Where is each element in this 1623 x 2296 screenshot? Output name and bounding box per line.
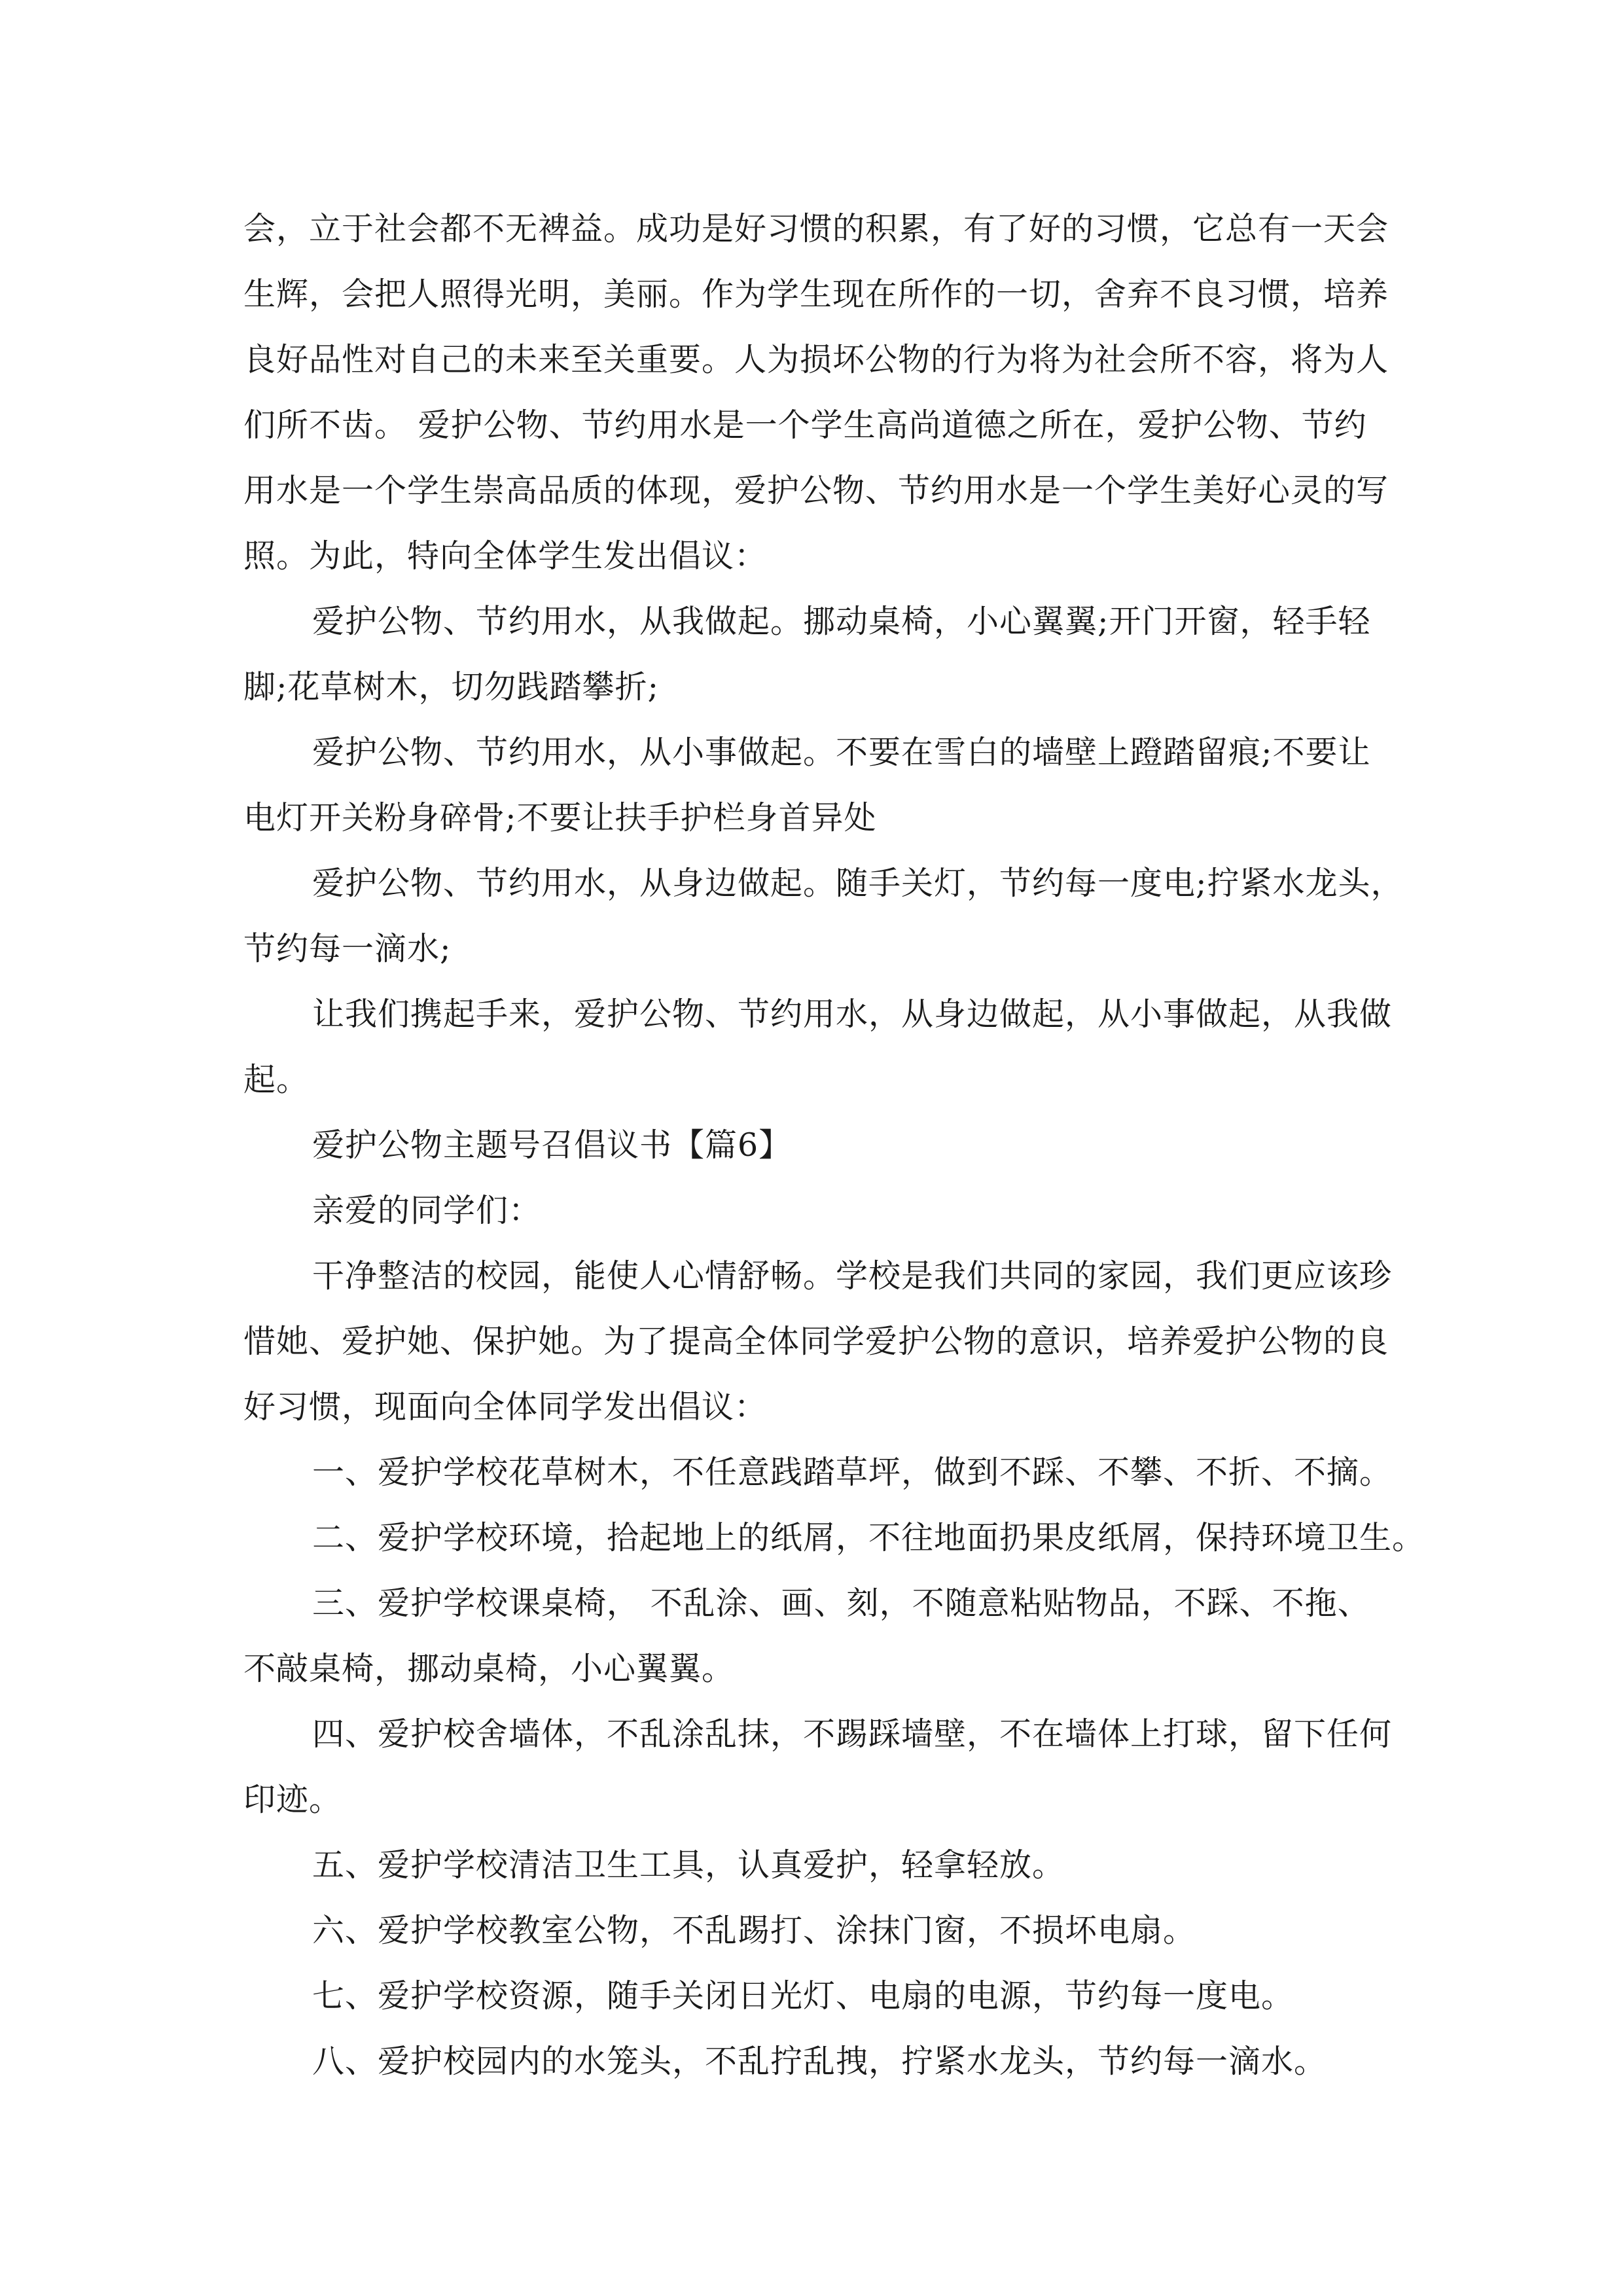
list-item: 三、爱护学校课桌椅， 不乱涂、画、刻，不随意粘贴物品，不踩、不拖、 [312, 1585, 1370, 1622]
list-item: 七、爱护学校资源，随手关闭日光灯、电扇的电源，节约每一度电。 [312, 1977, 1294, 2015]
section-heading: 爱护公物主题号召倡议书【篇6】 [312, 1126, 792, 1164]
salutation: 亲爱的同学们： [312, 1192, 542, 1229]
text-line: 生辉，会把人照得光明，美丽。作为学生现在所作的一切，舍弃不良习惯，培养 [243, 276, 1389, 313]
text-line: 会，立于社会都不无裨益。成功是好习惯的积累，有了好的习惯，它总有一天会 [243, 210, 1389, 247]
text-line: 脚;花草树木，切勿践踏攀折; [243, 668, 660, 706]
text-line: 干净整洁的校园，能使人心情舒畅。学校是我们共同的家园，我们更应该珍 [312, 1257, 1393, 1295]
list-item: 六、爱护学校教室公物，不乱踢打、涂抹门窗，不损坏电扇。 [312, 1912, 1196, 1949]
document-body [243, 196, 1425, 2094]
text-line: 印迹。 [243, 1781, 342, 1818]
text-line: 起。 [243, 1061, 310, 1098]
text-line: 爱护公物、节约用水，从身边做起。随手关灯，节约每一度电;拧紧水龙头， [312, 865, 1404, 902]
text-line: 照。为此，特向全体学生发出倡议： [243, 537, 768, 575]
list-item: 二、爱护学校环境，拾起地上的纸屑，不往地面扔果皮纸屑，保持环境卫生。 [312, 1519, 1425, 1556]
text-line: 惜她、爱护她、保护她。为了提高全体同学爱护公物的意识，培养爱护公物的良 [243, 1323, 1389, 1360]
text-line: 好习惯，现面向全体同学发出倡议： [243, 1388, 768, 1426]
text-line: 良好品性对自己的未来至关重要。人为损坏公物的行为将为社会所不容，将为人 [243, 341, 1389, 378]
text-line: 用水是一个学生崇高品质的体现，爱护公物、节约用水是一个学生美好心灵的写 [243, 472, 1389, 509]
text-line: 不敲桌椅，挪动桌椅，小心翼翼。 [243, 1650, 735, 1687]
list-item: 五、爱护学校清洁卫生工具，认真爱护，轻拿轻放。 [312, 1846, 1065, 1884]
text-line: 节约每一滴水; [243, 930, 452, 967]
text-line: 让我们携起手来，爱护公物、节约用水，从身边做起，从小事做起，从我做 [312, 996, 1393, 1033]
text-line: 爱护公物、节约用水，从小事做起。不要在雪白的墙壁上蹬踏留痕;不要让 [312, 734, 1371, 771]
list-item: 四、爱护校舍墙体，不乱涂乱抹，不踢踩墙壁，不在墙体上打球，留下任何 [312, 1715, 1393, 1753]
list-item: 八、爱护校园内的水笼头，不乱拧乱拽，拧紧水龙头，节约每一滴水。 [312, 2043, 1327, 2080]
text-line: 们所不齿。 爱护公物、节约用水是一个学生高尚道德之所在，爱护公物、节约 [243, 406, 1367, 444]
text-line: 电灯开关粉身碎骨;不要让扶手护栏身首异处 [243, 799, 877, 836]
text-line: 爱护公物、节约用水，从我做起。挪动桌椅，小心翼翼;开门开窗，轻手轻 [312, 603, 1371, 640]
list-item: 一、爱护学校花草树木，不任意践踏草坪，做到不踩、不攀、不折、不摘。 [312, 1454, 1393, 1491]
